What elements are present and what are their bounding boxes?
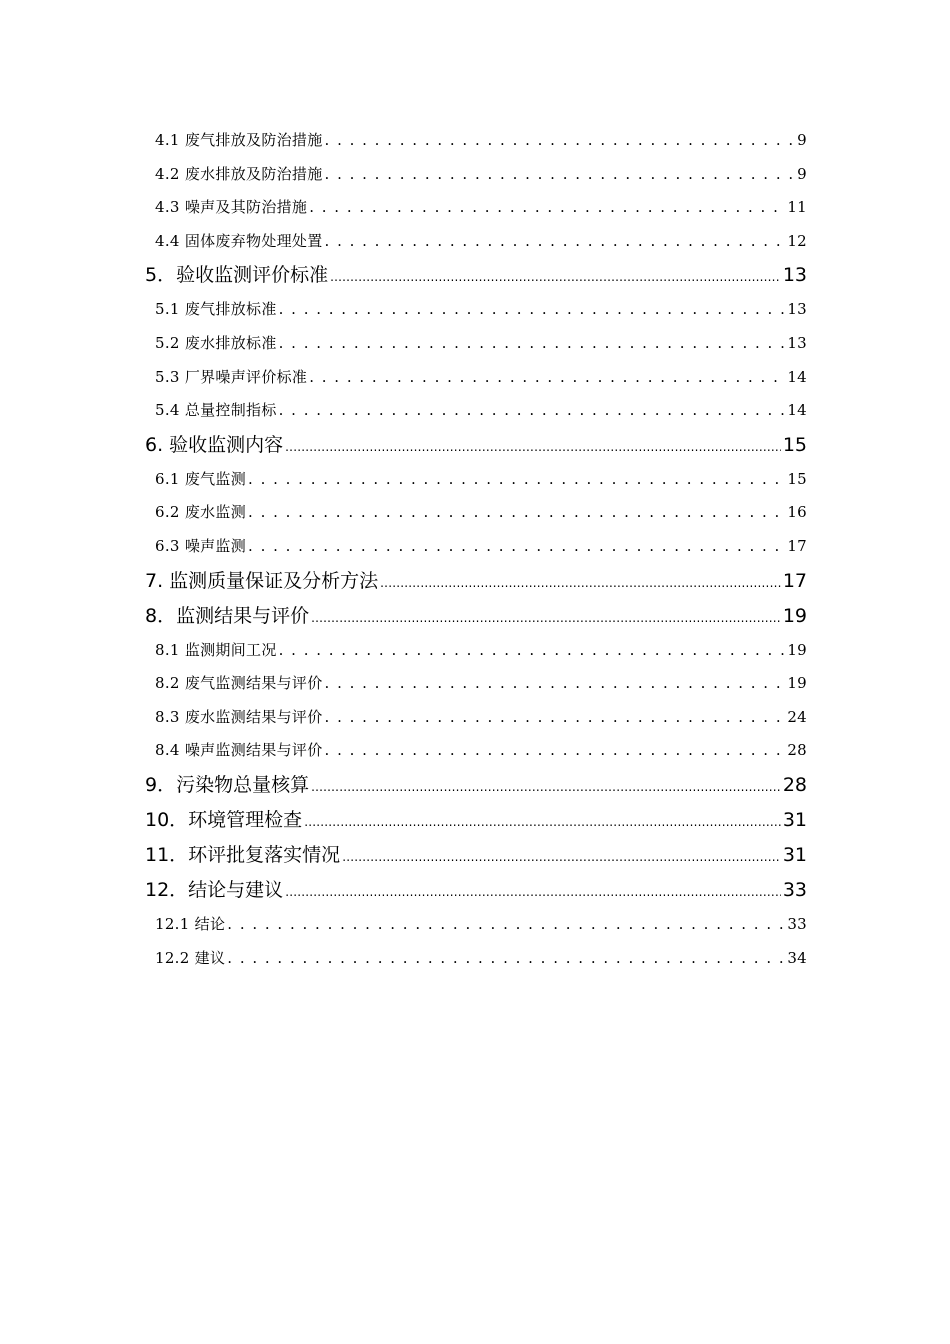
toc-entry-title: 7. 监测质量保证及分析方法 [145,569,379,592]
dot-leader [311,599,781,634]
toc-entry-12-2[interactable] [145,942,807,976]
table-of-contents [145,124,807,975]
toc-entry-8-4[interactable] [145,734,807,768]
toc-entry-page: 16 [787,503,807,522]
toc-entry-title: 5.4 总量控制指标 [155,401,277,420]
toc-entry-title: 4.2 废水排放及防治措施 [155,164,323,183]
toc-entry-page: 9 [797,164,807,183]
toc-entry-page: 14 [787,367,807,386]
dot-leader [285,873,781,908]
toc-entry-page: 28 [787,741,807,760]
toc-entry-page: 31 [782,808,807,831]
dot-leader [325,734,786,768]
toc-entry-page: 19 [787,674,807,693]
toc-entry-page: 15 [787,469,807,488]
toc-entry-12[interactable] [145,873,807,908]
toc-entry-title: 4.4 固体废弃物处理处置 [155,231,323,250]
toc-entry-4-3[interactable] [145,191,807,225]
toc-entry-page: 19 [782,604,807,627]
dot-leader [304,803,781,838]
toc-entry-page: 34 [787,948,807,967]
dot-leader [279,327,786,361]
toc-entry-title: 6.3 噪声监测 [155,536,247,555]
toc-entry-title: 8.3 废水监测结果与评价 [155,707,323,726]
toc-entry-title: 12.2 建议 [155,948,226,967]
toc-entry-title: 5.2 废水排放标准 [155,333,277,352]
toc-entry-page: 31 [782,843,807,866]
dot-leader [330,258,781,293]
toc-entry-title: 4.1 废气排放及防治措施 [155,131,323,149]
toc-entry-title: 9．污染物总量核算 [145,773,310,796]
toc-entry-10[interactable] [145,803,807,838]
toc-entry-9[interactable] [145,768,807,803]
toc-entry-title: 11．环评批复落实情况 [145,843,341,866]
toc-entry-title: 5.1 废气排放标准 [155,300,277,319]
dot-leader [279,293,786,327]
toc-entry-6-1[interactable] [145,463,807,497]
dot-leader [380,564,781,599]
dot-leader [325,225,786,259]
dot-leader [325,124,796,158]
toc-entry-page: 13 [787,333,807,352]
toc-entry-page: 14 [787,401,807,420]
toc-entry-6-3[interactable] [145,530,807,564]
toc-entry-page: 13 [787,300,807,319]
toc-entry-page: 11 [787,198,807,217]
toc-entry-title: 12.1 结论 [155,914,226,933]
toc-entry-page: 33 [782,878,807,901]
toc-entry-6[interactable] [145,428,807,463]
toc-entry-title: 6.1 废气监测 [155,469,247,488]
toc-entry-page: 33 [787,914,807,933]
toc-entry-title: 10．环境管理检查 [145,808,303,831]
toc-entry-4-2[interactable] [145,158,807,192]
toc-entry-title: 6.2 废水监测 [155,503,247,522]
toc-entry-page: 17 [782,569,807,592]
toc-entry-7[interactable] [145,564,807,599]
toc-entry-page: 19 [787,640,807,659]
toc-entry-title: 8．监测结果与评价 [145,604,310,627]
toc-entry-title: 12．结论与建议 [145,878,284,901]
toc-entry-page: 9 [797,131,807,149]
dot-leader [309,191,785,225]
toc-entry-5[interactable] [145,258,807,293]
toc-entry-11[interactable] [145,838,807,873]
toc-entry-title: 8.1 监测期间工况 [155,640,277,659]
dot-leader [325,158,796,192]
toc-entry-12-1[interactable] [145,908,807,942]
toc-entry-title: 8.2 废气监测结果与评价 [155,674,323,693]
dot-leader [279,394,786,428]
toc-entry-page: 24 [787,707,807,726]
toc-entry-page: 28 [782,773,807,796]
toc-entry-title: 5．验收监测评价标准 [145,264,329,287]
toc-entry-title: 4.3 噪声及其防治措施 [155,198,308,217]
toc-entry-8-1[interactable] [145,634,807,668]
toc-entry-4-4[interactable] [145,225,807,259]
toc-entry-8-3[interactable] [145,701,807,735]
toc-entry-page: 13 [782,264,807,287]
toc-entry-page: 17 [787,536,807,555]
toc-entry-title: 8.4 噪声监测结果与评价 [155,741,323,760]
toc-entry-page: 15 [782,433,807,456]
toc-entry-5-3[interactable] [145,361,807,395]
dot-leader [279,634,786,668]
dot-leader [342,838,781,873]
toc-entry-page: 12 [787,231,807,250]
dot-leader [248,463,785,497]
toc-entry-title: 5.3 厂界噪声评价标准 [155,367,308,386]
toc-entry-5-4[interactable] [145,394,807,428]
dot-leader [227,942,785,976]
dot-leader [227,908,785,942]
toc-entry-6-2[interactable] [145,496,807,530]
toc-entry-8-2[interactable] [145,667,807,701]
dot-leader [248,496,785,530]
dot-leader [285,428,781,463]
dot-leader [311,768,781,803]
dot-leader [325,667,786,701]
toc-entry-5-2[interactable] [145,327,807,361]
toc-entry-4-1[interactable] [145,124,807,158]
dot-leader [325,701,786,735]
toc-entry-title: 6. 验收监测内容 [145,433,284,456]
toc-entry-8[interactable] [145,599,807,634]
toc-entry-5-1[interactable] [145,293,807,327]
dot-leader [248,530,785,564]
dot-leader [309,361,785,395]
